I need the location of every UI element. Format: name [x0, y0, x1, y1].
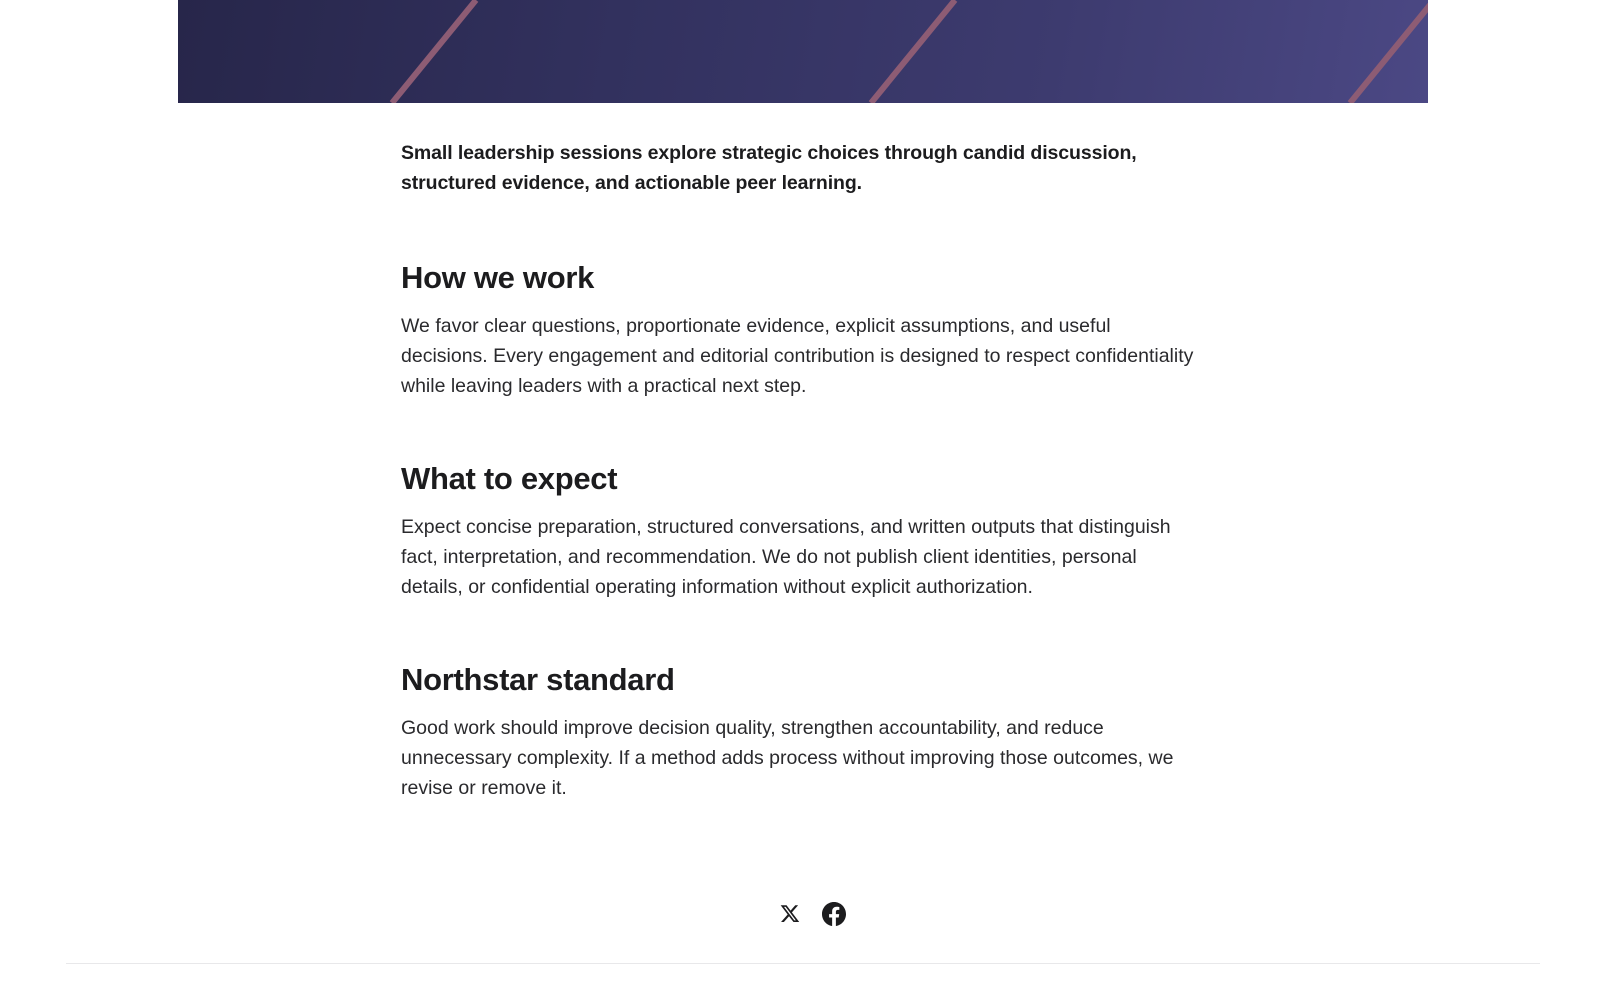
hero-stripe: [1350, 0, 1428, 103]
hero-stripes: [178, 0, 1428, 103]
footer-divider: [66, 963, 1540, 964]
section-northstar-standard: [401, 660, 1201, 803]
hero-banner: [178, 0, 1428, 103]
section-what-to-expect: [401, 459, 1201, 602]
facebook-icon: [822, 902, 846, 926]
section-body: Expect concise preparation, structured conversations, and written outputs that distinguish fact, interpretation, and recommendation. We do not publish client identities, personal details, or confidential operating information without explicit authorization.: [401, 516, 1171, 598]
hero-stripe: [871, 0, 955, 103]
section-heading: How we work: [401, 260, 595, 295]
x-share-link[interactable]: [778, 902, 802, 926]
article-content: [401, 138, 1201, 861]
social-links: [0, 902, 1600, 926]
hero-stripe: [392, 0, 476, 103]
lead-paragraph: Small leadership sessions explore strategic choices through candid discussion, structured evidence, and actionable peer learning.: [401, 142, 1137, 194]
section-body: We favor clear questions, proportionate evidence, explicit assumptions, and useful decisions. Every engagement and editorial contribution is designed to respect confidentiality while leaving leaders with a practical next step.: [401, 315, 1194, 397]
x-icon: [779, 903, 801, 925]
section-heading: What to expect: [401, 461, 618, 496]
facebook-share-link[interactable]: [822, 902, 846, 926]
section-how-we-work: [401, 258, 1201, 401]
section-heading: Northstar standard: [401, 662, 675, 697]
section-body: Good work should improve decision quality, strengthen accountability, and reduce unnecessary complexity. If a method adds process without improving those outcomes, we revise or remove it.: [401, 717, 1174, 799]
